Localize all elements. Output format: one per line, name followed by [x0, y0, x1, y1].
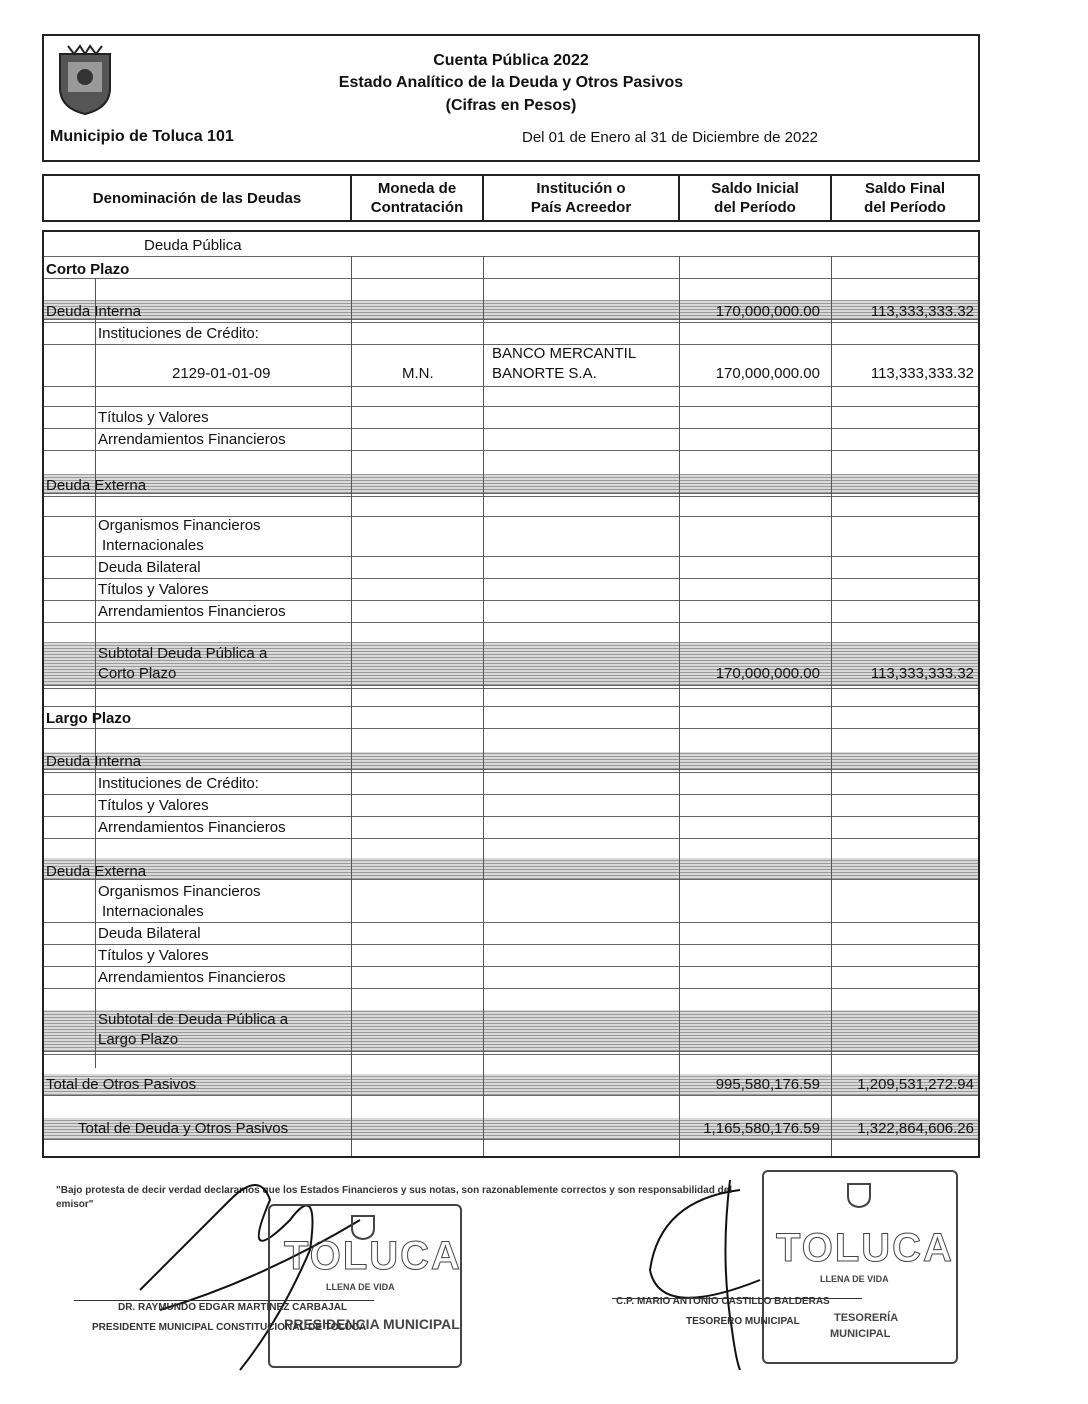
section-largo-plazo: Largo Plazo — [46, 710, 132, 727]
lp-organismos-line2: Internacionales — [102, 903, 204, 920]
lp-deuda-bilateral: Deuda Bilateral — [98, 925, 201, 942]
col-saldo-inicial — [680, 176, 832, 220]
stamp-city-text: TOLUCA — [776, 1226, 954, 1270]
table-row — [44, 474, 978, 494]
row-rule — [44, 578, 978, 579]
total-deuda-final: 1,322,864,606.26 — [857, 1120, 974, 1137]
stamp-tesoreria — [762, 1170, 958, 1364]
subtotal-lp-line1: Subtotal de Deuda Pública a — [98, 1011, 289, 1028]
col-moneda — [352, 176, 484, 220]
declaration-text: "Bajo protesta de decir verdad declaramos que los Estados Financieros y sus notas, son razonablemente correctos y son responsabilidad del emisor" — [56, 1185, 733, 1210]
row-rule — [44, 706, 978, 707]
row-rule — [44, 966, 978, 967]
cp-titulos-valores-ext: Títulos y Valores — [98, 581, 209, 598]
stamp-coat-icon — [844, 1178, 874, 1208]
subtotal-cp-final: 113,333,333.32 — [870, 665, 974, 682]
loan-lender-line2: BANORTE S.A. — [492, 365, 597, 382]
signature-role-left: PRESIDENTE MUNICIPAL CONSTITUCIONAL DE TOLUCA — [92, 1322, 367, 1333]
col-moneda-line2: Contratación — [370, 199, 464, 216]
subtotal-cp-line1: Subtotal Deuda Pública a — [98, 645, 268, 662]
col-divider — [351, 256, 352, 1156]
table-row — [44, 752, 978, 770]
stamp-city-text: TOLUCA — [284, 1234, 462, 1278]
lp-titulos-valores: Títulos y Valores — [98, 797, 209, 814]
signature-name-left: DR. RAYMUNDO EDGAR MARTÍNEZ CARBAJAL — [118, 1302, 348, 1313]
cp-deuda-interna-final: 113,333,333.32 — [870, 303, 974, 320]
stamp-dept-text: PRESIDENCIA MUNICIPAL — [284, 1316, 460, 1332]
col-divider — [831, 256, 832, 1156]
col-institucion-line1: Institución o — [536, 180, 626, 197]
row-rule — [44, 622, 978, 623]
cp-deuda-interna-label: Deuda Interna — [46, 303, 142, 320]
loan-saldo-final: 113,333,333.32 — [870, 365, 974, 382]
stamp-presidencia — [268, 1204, 462, 1368]
table-row — [44, 858, 978, 880]
lp-deuda-externa: Deuda Externa — [46, 863, 147, 880]
row-rule — [44, 600, 978, 601]
report-title-3: (Cifras en Pesos) — [445, 97, 577, 114]
col-saldo-final-line2: del Período — [864, 199, 946, 216]
otros-pasivos-final: 1,209,531,272.94 — [857, 1076, 974, 1093]
stamp-motto-text: LLENA DE VIDA — [820, 1274, 889, 1284]
lp-deuda-interna: Deuda Interna — [46, 753, 142, 770]
row-rule — [44, 406, 978, 407]
col-divider — [679, 256, 680, 1156]
lp-arrendamientos-ext: Arrendamientos Financieros — [98, 969, 286, 986]
col-moneda-line1: Moneda de — [377, 180, 457, 197]
cp-arrendamientos-ext: Arrendamientos Financieros — [98, 603, 286, 620]
row-rule — [44, 794, 978, 795]
row-rule — [44, 772, 978, 773]
entity-name: Municipio de Toluca 101 — [50, 128, 234, 145]
cp-deuda-interna-inicial: 170,000,000.00 — [715, 303, 820, 320]
lp-arrendamientos: Arrendamientos Financieros — [98, 819, 286, 836]
row-rule — [44, 256, 978, 257]
table-row — [44, 300, 978, 320]
col-denominacion: Denominación de las Deudas — [44, 176, 352, 220]
cp-instituciones-credito: Instituciones de Crédito: — [98, 325, 259, 342]
stamp-dept-text-1: TESORERÍA — [834, 1312, 899, 1324]
debt-table — [42, 230, 980, 1158]
row-rule — [44, 922, 978, 923]
row-rule — [44, 728, 978, 729]
row-rule — [44, 496, 978, 497]
report-title-2: Estado Analítico de la Deuda y Otros Pasivos — [338, 74, 684, 91]
lp-instituciones-credito: Instituciones de Crédito: — [98, 775, 259, 792]
report-header — [42, 34, 980, 162]
col-divider — [483, 256, 484, 1156]
row-rule — [44, 428, 978, 429]
row-rule — [44, 322, 978, 323]
otros-pasivos-label: Total de Otros Pasivos — [46, 1076, 197, 1093]
row-rule — [44, 386, 978, 387]
col-saldo-inicial-line1: Saldo Inicial — [711, 180, 799, 197]
loan-account: 2129-01-01-09 — [172, 365, 271, 382]
row-rule — [44, 556, 978, 557]
cp-titulos-valores: Títulos y Valores — [98, 409, 209, 426]
col-institucion-line2: País Acreedor — [530, 199, 632, 216]
row-rule — [44, 988, 978, 989]
total-deuda-inicial: 1,165,580,176.59 — [703, 1120, 820, 1137]
col-saldo-final — [832, 176, 978, 220]
row-rule — [44, 944, 978, 945]
section-deuda-publica: Deuda Pública — [144, 237, 242, 254]
report-title-1: Cuenta Pública 2022 — [433, 52, 589, 69]
loan-lender-line1: BANCO MERCANTIL — [492, 345, 637, 362]
cp-deuda-bilateral: Deuda Bilateral — [98, 559, 201, 576]
otros-pasivos-inicial: 995,580,176.59 — [715, 1076, 820, 1093]
subtotal-cp-inicial: 170,000,000.00 — [715, 665, 820, 682]
report-period: Del 01 de Enero al 31 de Diciembre de 2022 — [522, 129, 819, 146]
total-deuda-label: Total de Deuda y Otros Pasivos — [78, 1120, 289, 1137]
signature-line-left — [74, 1300, 374, 1301]
row-rule — [44, 1054, 978, 1055]
signature-name-right: C.P. MARIO ANTONIO CASTILLO BALDERAS — [616, 1296, 830, 1307]
cp-arrendamientos: Arrendamientos Financieros — [98, 431, 286, 448]
col-divider — [95, 278, 96, 1068]
signature-role-right: TESORERO MUNICIPAL — [686, 1316, 800, 1327]
lp-titulos-valores-ext: Títulos y Valores — [98, 947, 209, 964]
stamp-motto-text: LLENA DE VIDA — [326, 1282, 395, 1292]
row-rule — [44, 278, 978, 279]
row-rule — [44, 838, 978, 839]
row-rule — [44, 450, 978, 451]
loan-currency: M.N. — [402, 365, 434, 382]
cp-organismos-line2: Internacionales — [102, 537, 204, 554]
stamp-dept-text-2: MUNICIPAL — [830, 1328, 891, 1340]
cp-organismos-line1: Organismos Financieros — [98, 517, 261, 534]
row-rule — [44, 688, 978, 689]
loan-saldo-inicial: 170,000,000.00 — [715, 365, 820, 382]
subtotal-cp-line2: Corto Plazo — [98, 665, 177, 682]
col-saldo-final-line1: Saldo Final — [864, 180, 945, 197]
row-rule — [44, 816, 978, 817]
lp-organismos-line1: Organismos Financieros — [98, 883, 261, 900]
col-institucion — [484, 176, 680, 220]
section-corto-plazo: Corto Plazo — [46, 261, 130, 278]
column-header — [42, 174, 980, 222]
cp-deuda-externa: Deuda Externa — [46, 477, 147, 494]
subtotal-lp-line2: Largo Plazo — [98, 1031, 179, 1048]
col-saldo-inicial-line2: del Período — [714, 199, 796, 216]
